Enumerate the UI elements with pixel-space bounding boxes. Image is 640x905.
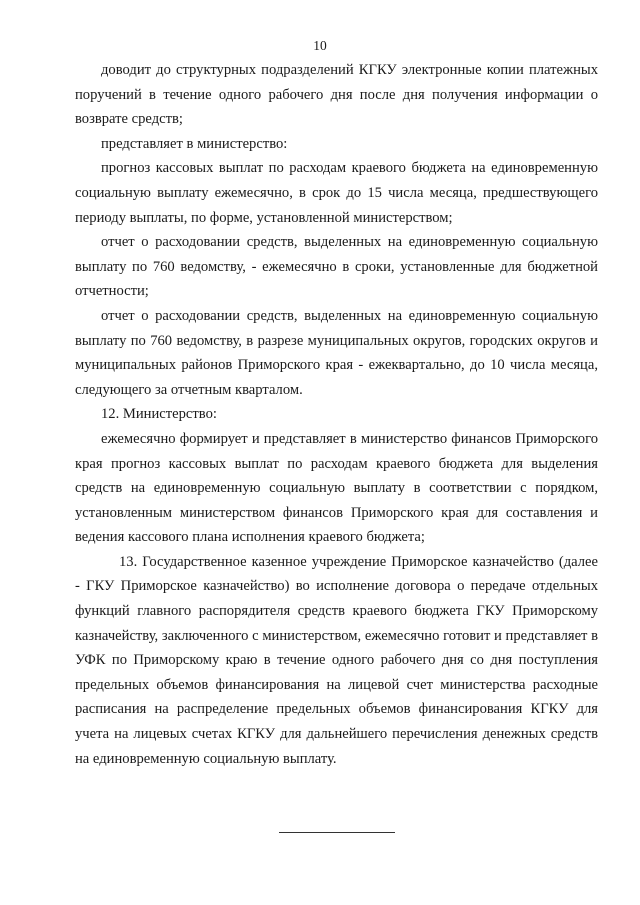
section-12-heading: 12. Министерство:	[101, 406, 217, 423]
paragraph-submits-to-ministry: представляет в министерство:	[101, 135, 288, 152]
section-13-treasury: 13. Государственное казенное учреждение Приморское казначейство (далее - ГКУ Приморское казначейство) во исполнение договора о передаче отдельных функций главного распорядителя средств краевого бюджета ГКУ Приморскому казначейству, заключенного с министерством, ежемесячно готовит и представляет в УФК по Приморскому краю в течение одного рабочего дня со дня поступления предельных объемов финансирования на лицевой счет министерства расходные расписания на распределение предельных объемов финансирования КГКУ для учета на лицевых счетах КГКУ для дальнейшего перечисления денежных средств на единовременную социальную выплату.	[75, 553, 598, 767]
end-divider-line	[279, 832, 395, 833]
paragraph-bank-copies: доводит до структурных подразделений КГКУ электронные копии платежных поручений в течение одного рабочего дня после дня получения информации о возврате средств;	[75, 62, 598, 128]
paragraph-ministry-forecast: ежемесячно формирует и представляет в министерство финансов Приморского края прогноз кассовых выплат по расходам краевого бюджета для выделения средств на единовременную социальную выплату в соответствии с порядком, установленным министерством финансов Приморского края для составления и ведения кассового плана исполнения краевого бюджета;	[75, 430, 598, 546]
paragraph-monthly-report: отчет о расходовании средств, выделенных на единовременную социальную выплату по 760 ведомству, - ежемесячно в сроки, установленные для бюджетной отчетности;	[75, 234, 598, 300]
paragraph-quarterly-report: отчет о расходовании средств, выделенных на единовременную социальную выплату по 760 ведомству, в разрезе муниципальных округов, городских округов и муниципальных районов Приморского края - ежеквартально, до 10 числа месяца, следующего за отчетным кварталом.	[75, 307, 598, 398]
document-body	[75, 58, 598, 771]
paragraph-cash-forecast: прогноз кассовых выплат по расходам краевого бюджета на единовременную социальную выплату ежемесячно, в срок до 15 числа месяца, предшествующего периоду выплаты, по форме, установленной министерством;	[75, 160, 598, 226]
page-number: 10	[313, 38, 327, 53]
